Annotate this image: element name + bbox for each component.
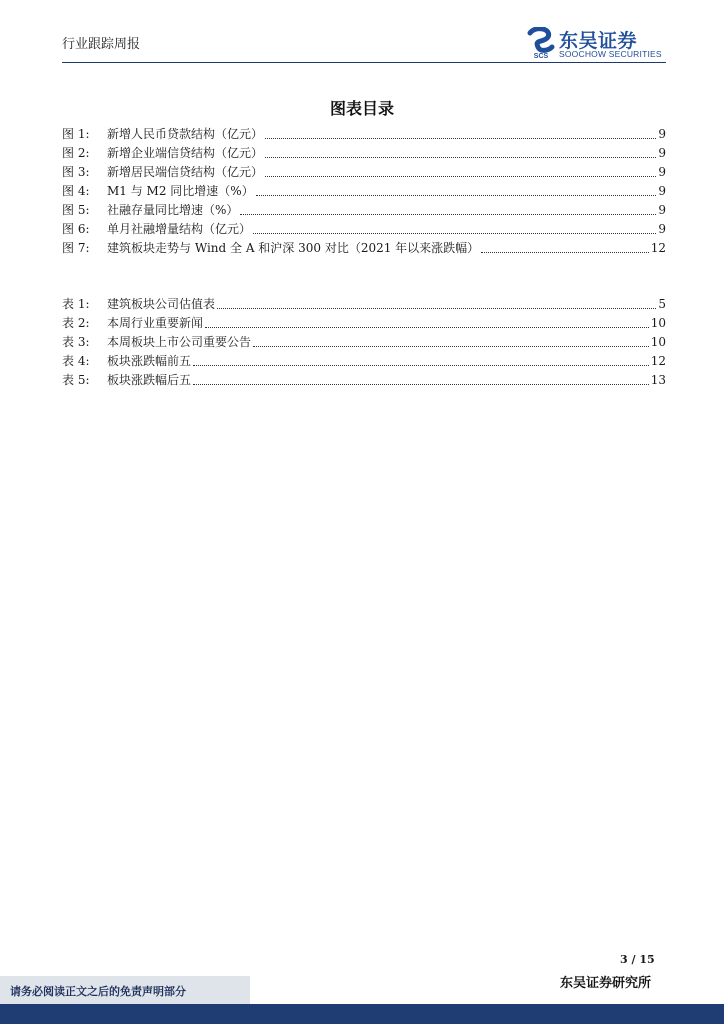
table-entry-page: 13 — [650, 373, 666, 387]
figure-entry-title: 单月社融增量结构（亿元） — [107, 222, 252, 236]
dot-leader — [240, 213, 656, 215]
figure-entry-title: 新增人民币贷款结构（亿元） — [107, 127, 264, 141]
table-entry-label: 表 5: — [62, 373, 90, 387]
figure-entry-label: 图 4: — [62, 184, 90, 198]
table-entry[interactable] — [62, 371, 666, 390]
table-entry[interactable] — [62, 295, 666, 314]
figure-entry-label: 图 7: — [62, 241, 90, 255]
disclaimer-text: 请务必阅读正文之后的免责声明部分 — [10, 985, 186, 998]
logo-mark-icon — [526, 27, 556, 59]
figure-entry-page: 9 — [658, 165, 666, 179]
company-logo — [526, 26, 672, 60]
figure-entry-label: 图 2: — [62, 146, 90, 160]
table-entry-title: 板块涨跌幅前五 — [107, 354, 192, 368]
figure-entry-title: 新增居民端信贷结构（亿元） — [107, 165, 264, 179]
table-entry[interactable] — [62, 333, 666, 352]
footer-bar — [0, 1004, 724, 1024]
table-entry-label: 表 3: — [62, 335, 90, 349]
figure-entry[interactable] — [62, 182, 666, 201]
table-entry-title: 本周行业重要新闻 — [107, 316, 204, 330]
logo-english-name: SOOCHOW SECURITIES — [559, 49, 662, 59]
dot-leader — [253, 345, 649, 347]
figure-entry-title: M1 与 M2 同比增速（%） — [107, 184, 254, 198]
page-title: 图表目录 — [329, 99, 394, 118]
dot-leader — [481, 251, 649, 253]
figure-entry-title: 新增企业端信贷结构（亿元） — [107, 146, 264, 160]
dot-leader — [193, 383, 649, 385]
dot-leader — [253, 232, 656, 234]
table-entry-label: 表 4: — [62, 354, 90, 368]
dot-leader — [265, 156, 656, 158]
figure-entry-page: 9 — [658, 184, 666, 198]
table-entry-page: 5 — [658, 297, 666, 311]
page-number: 3 / 15 — [620, 953, 655, 966]
table-entry-label: 表 2: — [62, 316, 90, 330]
research-institute-name: 东吴证券研究所 — [560, 976, 652, 991]
logo-mark-text: SCS — [533, 53, 549, 59]
figure-entry[interactable] — [62, 239, 666, 258]
table-entry-page: 10 — [650, 335, 666, 349]
figure-entry-page: 9 — [658, 203, 666, 217]
dot-leader — [265, 137, 656, 139]
dot-leader — [256, 194, 657, 196]
dot-leader — [193, 364, 649, 366]
figure-entry-page: 12 — [650, 241, 666, 255]
figure-entry[interactable] — [62, 220, 666, 239]
dot-leader — [217, 307, 656, 309]
figure-entry[interactable] — [62, 163, 666, 182]
table-entry-page: 12 — [650, 354, 666, 368]
dot-leader — [265, 175, 656, 177]
figure-entry[interactable] — [62, 201, 666, 220]
figure-entry-page: 9 — [658, 127, 666, 141]
dot-leader — [205, 326, 649, 328]
figure-entry-page: 9 — [658, 146, 666, 160]
figure-entry-label: 图 5: — [62, 203, 90, 217]
figure-entry-label: 图 1: — [62, 127, 90, 141]
table-entry[interactable] — [62, 314, 666, 333]
figure-entry-page: 9 — [658, 222, 666, 236]
logo-chinese-name: 东吴证券 — [559, 30, 638, 52]
table-entry-page: 10 — [650, 316, 666, 330]
table-entry[interactable] — [62, 352, 666, 371]
figure-entry-title: 社融存量同比增速（%） — [107, 203, 239, 217]
table-entry-label: 表 1: — [62, 297, 90, 311]
figure-entry-title: 建筑板块走势与 Wind 全 A 和沪深 300 对比（2021 年以来涨跌幅） — [107, 241, 480, 255]
table-entry-title: 建筑板块公司估值表 — [107, 297, 216, 311]
table-list — [62, 295, 666, 390]
figure-entry[interactable] — [62, 125, 666, 144]
table-entry-title: 本周板块上市公司重要公告 — [107, 335, 252, 349]
header-divider — [62, 62, 666, 63]
figure-list — [62, 125, 666, 258]
figure-entry[interactable] — [62, 144, 666, 163]
figure-entry-label: 图 3: — [62, 165, 90, 179]
table-entry-title: 板块涨跌幅后五 — [107, 373, 192, 387]
figure-entry-label: 图 6: — [62, 222, 90, 236]
report-type-label: 行业跟踪周报 — [62, 37, 141, 52]
